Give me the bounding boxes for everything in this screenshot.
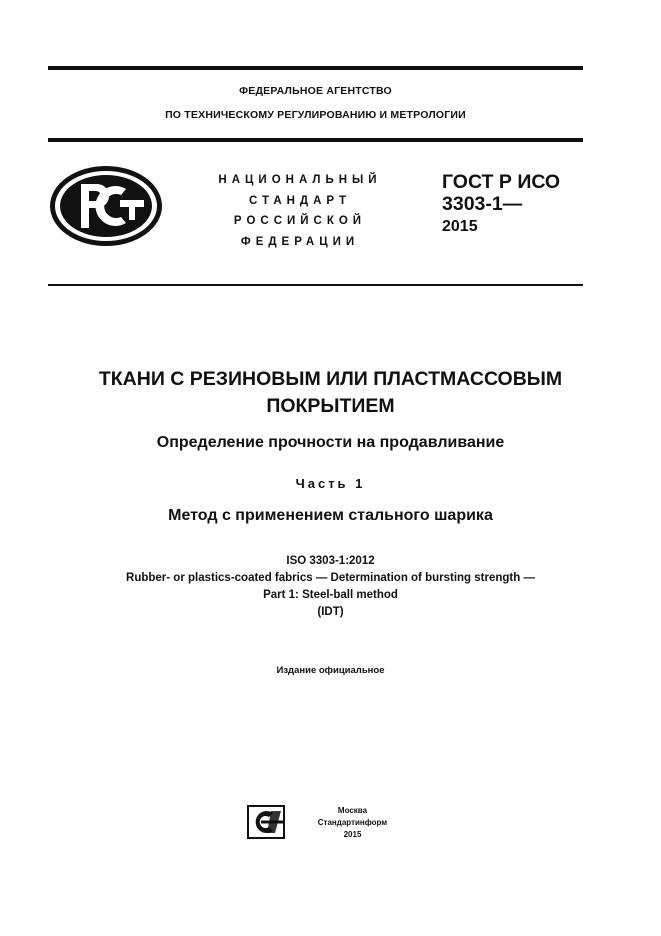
publisher-city: Москва — [337, 806, 368, 815]
national-line-4: ФЕДЕРАЦИИ — [240, 235, 360, 248]
document-part: Часть 1 — [295, 476, 366, 491]
standard-code-year: 2015 — [442, 218, 478, 235]
iso-title-en: Rubber- or plastics-coated fabrics — Determination of bursting strength — — [126, 572, 535, 584]
agency-name-line2: ПО ТЕХНИЧЕСКОМУ РЕГУЛИРОВАНИЮ И МЕТРОЛОГИИ — [165, 109, 466, 121]
iso-number: ISO 3303-1:2012 — [286, 555, 375, 567]
standard-block-rule — [48, 284, 583, 286]
standard-code-line1: ГОСТ Р ИСО — [442, 171, 561, 193]
standard-code-line2: 3303-1— — [442, 193, 523, 215]
iso-equivalence: (IDT) — [317, 606, 344, 618]
national-line-3: РОССИЙСКОЙ — [233, 215, 367, 227]
national-standard-label — [200, 170, 400, 252]
standard-code — [442, 171, 560, 238]
rst-certification-mark-icon — [48, 164, 164, 248]
national-line-2: СТАНДАРТ — [249, 194, 351, 207]
document-subtitle: Определение прочности на продавливание — [156, 434, 505, 451]
publisher-info — [300, 805, 405, 841]
agency-rule — [48, 138, 583, 142]
agency-name-line1: ФЕДЕРАЛЬНОЕ АГЕНТСТВО — [239, 85, 392, 97]
document-title — [0, 366, 661, 420]
iso-part-en: Part 1: Steel-ball method — [263, 589, 398, 601]
publisher-name: Стандартинформ — [317, 818, 388, 827]
top-rule — [48, 66, 583, 70]
document-title-line1: ТКАНИ С РЕЗИНОВЫМ ИЛИ ПЛАСТМАССОВЫМ — [98, 368, 563, 390]
publisher-year: 2015 — [343, 830, 362, 839]
standartinform-logo-icon — [247, 805, 285, 839]
national-line-1: НАЦИОНАЛЬНЫЙ — [218, 174, 382, 186]
document-title-line2: ПОКРЫТИЕМ — [266, 395, 395, 417]
iso-reference — [0, 553, 661, 621]
document-method: Метод с применением стального шарика — [168, 507, 493, 524]
edition-label: Издание официальное — [276, 665, 385, 676]
